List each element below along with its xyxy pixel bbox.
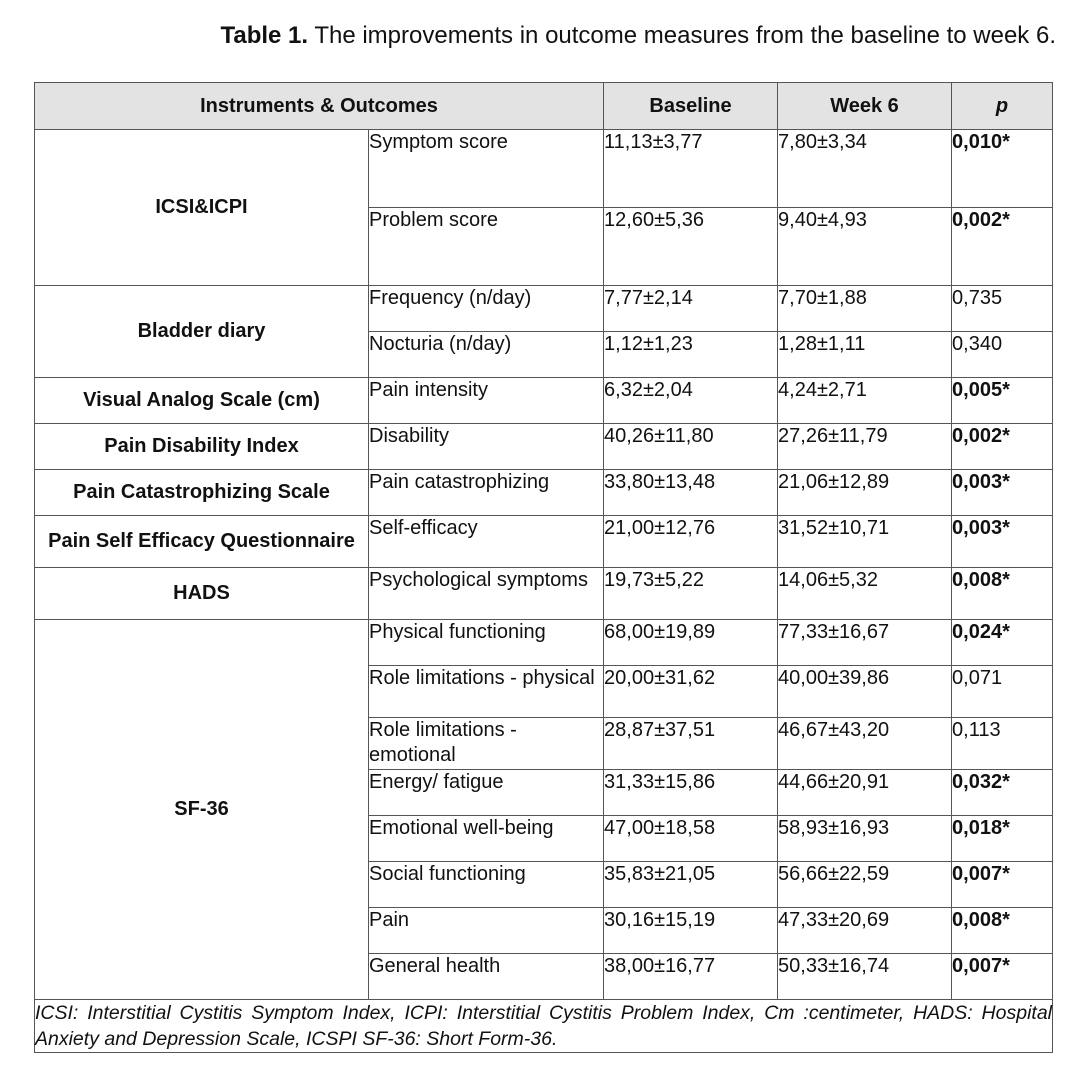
week6-cell: 40,00±39,86 <box>778 666 952 718</box>
week6-cell: 7,70±1,88 <box>778 286 952 332</box>
p-value-cell: 0,003* <box>952 470 1053 516</box>
table-row <box>35 516 1053 568</box>
p-value-cell: 0,071 <box>952 666 1053 718</box>
p-value-cell: 0,032* <box>952 770 1053 816</box>
week6-cell: 9,40±4,93 <box>778 208 952 286</box>
table-row <box>35 286 1053 332</box>
table-caption <box>0 18 1056 54</box>
outcome-cell: Role limitations - physical <box>369 666 604 718</box>
p-value-cell: 0,002* <box>952 424 1053 470</box>
baseline-cell: 19,73±5,22 <box>604 568 778 620</box>
outcome-cell: Disability <box>369 424 604 470</box>
p-value-cell: 0,018* <box>952 816 1053 862</box>
table-body <box>35 130 1053 1000</box>
caption-text: The improvements in outcome measures from the baseline to week 6. <box>314 22 1056 49</box>
footnote-row <box>35 1000 1053 1053</box>
week6-cell: 46,67±43,20 <box>778 718 952 770</box>
table-footnote: ICSI: Interstitial Cystitis Symptom Index, ICPI: Interstitial Cystitis Problem Index, Cm :centimeter, HADS: Hospital Anxiety and Depression Scale, ICSPI SF-36: Short Form-36. <box>35 1000 1053 1053</box>
p-value-cell: 0,010* <box>952 130 1053 208</box>
outcome-cell: Pain <box>369 908 604 954</box>
p-value-cell: 0,735 <box>952 286 1053 332</box>
outcome-cell: Role limitations - emotional <box>369 718 604 770</box>
outcome-cell: Nocturia (n/day) <box>369 332 604 378</box>
week6-cell: 4,24±2,71 <box>778 378 952 424</box>
instrument-cell: SF-36 <box>35 620 369 1000</box>
p-value-cell: 0,002* <box>952 208 1053 286</box>
p-value-cell: 0,008* <box>952 568 1053 620</box>
outcome-cell: Self-efficacy <box>369 516 604 568</box>
p-value-cell: 0,003* <box>952 516 1053 568</box>
week6-cell: 50,33±16,74 <box>778 954 952 1000</box>
table-row <box>35 378 1053 424</box>
week6-cell: 1,28±1,11 <box>778 332 952 378</box>
instrument-cell: Pain Disability Index <box>35 424 369 470</box>
baseline-cell: 47,00±18,58 <box>604 816 778 862</box>
p-value-cell: 0,007* <box>952 862 1053 908</box>
outcome-cell: Pain catastrophizing <box>369 470 604 516</box>
instrument-cell: Pain Catastrophizing Scale <box>35 470 369 516</box>
baseline-cell: 21,00±12,76 <box>604 516 778 568</box>
baseline-cell: 7,77±2,14 <box>604 286 778 332</box>
outcome-cell: Physical functioning <box>369 620 604 666</box>
table-row <box>35 470 1053 516</box>
outcome-cell: Energy/ fatigue <box>369 770 604 816</box>
header-instruments: Instruments & Outcomes <box>35 83 604 130</box>
week6-cell: 44,66±20,91 <box>778 770 952 816</box>
outcome-cell: Pain intensity <box>369 378 604 424</box>
baseline-cell: 1,12±1,23 <box>604 332 778 378</box>
outcome-cell: Social functioning <box>369 862 604 908</box>
table-row <box>35 130 1053 208</box>
baseline-cell: 31,33±15,86 <box>604 770 778 816</box>
week6-cell: 27,26±11,79 <box>778 424 952 470</box>
week6-cell: 47,33±20,69 <box>778 908 952 954</box>
p-value-cell: 0,005* <box>952 378 1053 424</box>
week6-cell: 56,66±22,59 <box>778 862 952 908</box>
baseline-cell: 38,00±16,77 <box>604 954 778 1000</box>
p-value-cell: 0,024* <box>952 620 1053 666</box>
header-p: p <box>952 83 1053 130</box>
baseline-cell: 33,80±13,48 <box>604 470 778 516</box>
table-row <box>35 568 1053 620</box>
outcome-cell: Problem score <box>369 208 604 286</box>
week6-cell: 14,06±5,32 <box>778 568 952 620</box>
week6-cell: 77,33±16,67 <box>778 620 952 666</box>
outcome-cell: Frequency (n/day) <box>369 286 604 332</box>
baseline-cell: 20,00±31,62 <box>604 666 778 718</box>
caption-label: Table 1. <box>220 22 309 49</box>
p-value-cell: 0,007* <box>952 954 1053 1000</box>
baseline-cell: 11,13±3,77 <box>604 130 778 208</box>
header-row <box>35 83 1053 130</box>
baseline-cell: 28,87±37,51 <box>604 718 778 770</box>
baseline-cell: 30,16±15,19 <box>604 908 778 954</box>
p-value-cell: 0,113 <box>952 718 1053 770</box>
instrument-cell: Visual Analog Scale (cm) <box>35 378 369 424</box>
results-table <box>34 82 1053 1053</box>
baseline-cell: 6,32±2,04 <box>604 378 778 424</box>
table-row <box>35 424 1053 470</box>
outcome-cell: Psychological symptoms <box>369 568 604 620</box>
week6-cell: 21,06±12,89 <box>778 470 952 516</box>
week6-cell: 31,52±10,71 <box>778 516 952 568</box>
instrument-cell: Bladder diary <box>35 286 369 378</box>
week6-cell: 58,93±16,93 <box>778 816 952 862</box>
outcome-cell: Emotional well-being <box>369 816 604 862</box>
baseline-cell: 12,60±5,36 <box>604 208 778 286</box>
instrument-cell: Pain Self Efficacy Questionnaire <box>35 516 369 568</box>
header-week6: Week 6 <box>778 83 952 130</box>
instrument-cell: HADS <box>35 568 369 620</box>
p-value-cell: 0,340 <box>952 332 1053 378</box>
table-row <box>35 620 1053 666</box>
week6-cell: 7,80±3,34 <box>778 130 952 208</box>
p-value-cell: 0,008* <box>952 908 1053 954</box>
outcome-cell: Symptom score <box>369 130 604 208</box>
header-baseline: Baseline <box>604 83 778 130</box>
baseline-cell: 35,83±21,05 <box>604 862 778 908</box>
instrument-cell: ICSI&ICPI <box>35 130 369 286</box>
baseline-cell: 40,26±11,80 <box>604 424 778 470</box>
baseline-cell: 68,00±19,89 <box>604 620 778 666</box>
outcome-cell: General health <box>369 954 604 1000</box>
